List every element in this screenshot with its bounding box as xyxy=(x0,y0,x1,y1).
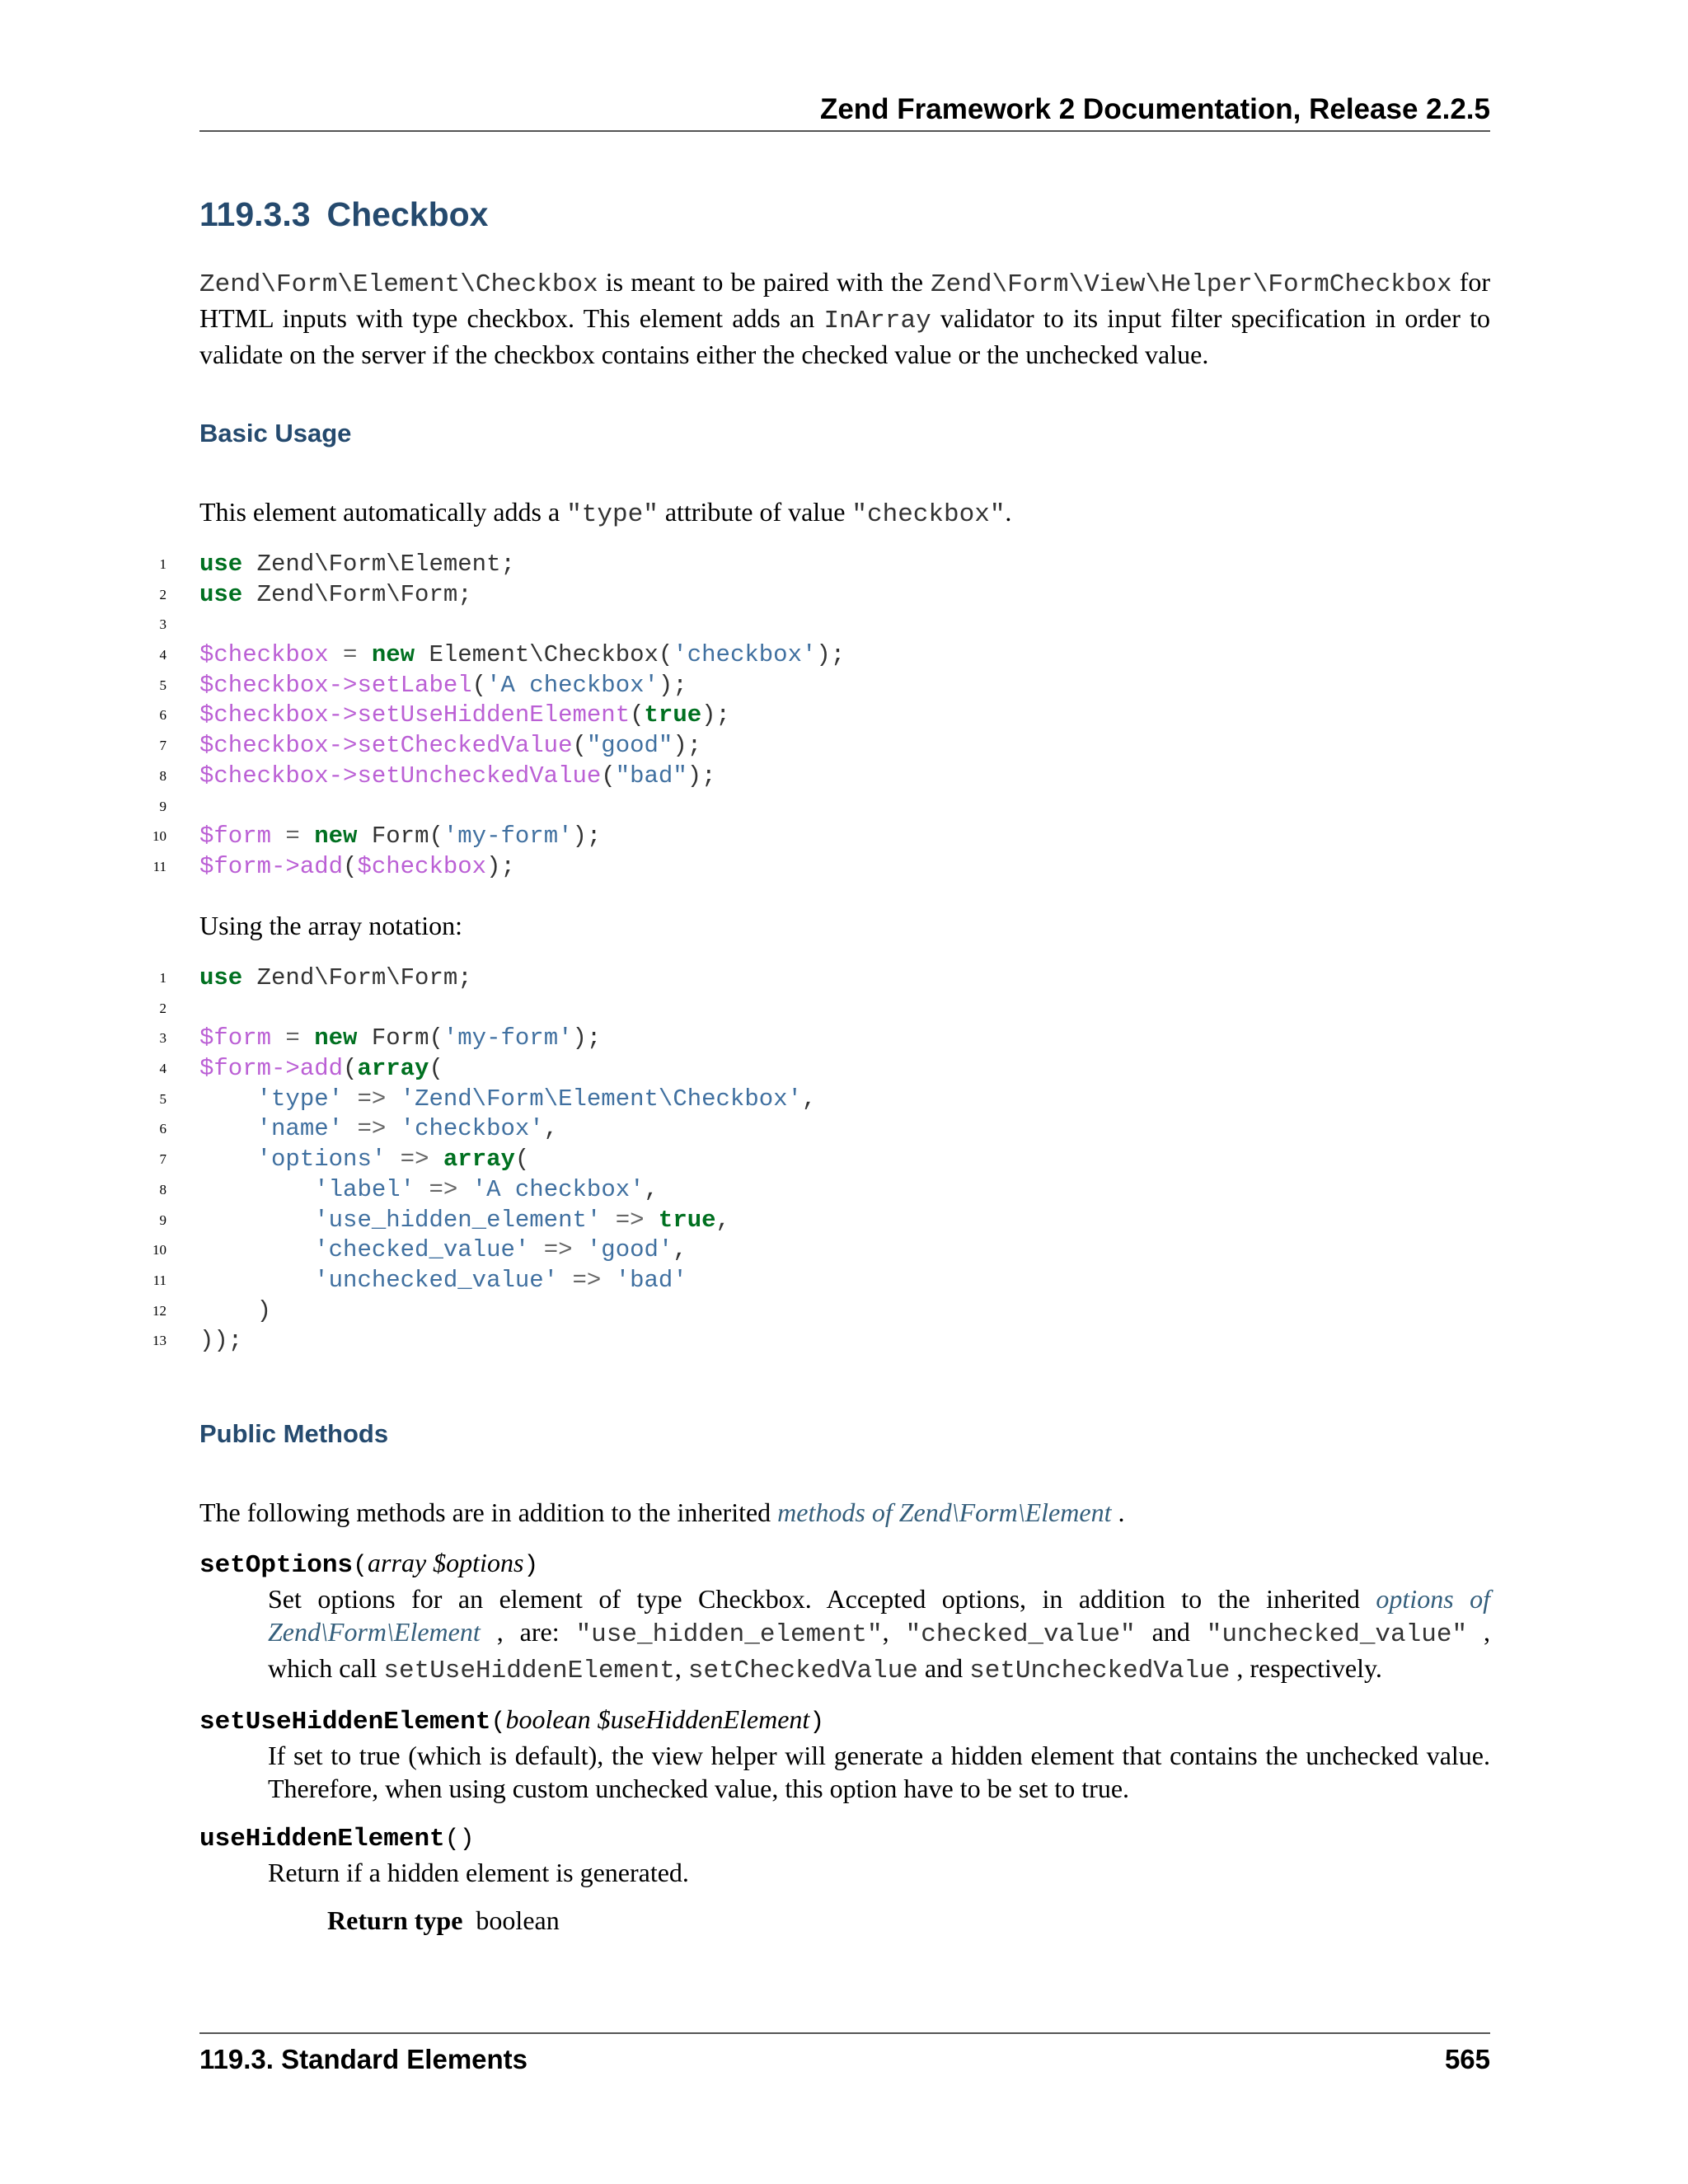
code-text: use Zend\Form\Form; xyxy=(199,964,472,991)
methods-list xyxy=(199,1546,1490,1952)
methods-link[interactable]: methods of Zend\Form\Element xyxy=(777,1497,1112,1527)
line-number: 4 xyxy=(159,1061,166,1077)
intro-paragraph xyxy=(199,265,1490,371)
option-checked-value: "checked_value" xyxy=(905,1620,1136,1649)
line-number: 4 xyxy=(159,647,166,663)
option-use-hidden-element: "use_hidden_element" xyxy=(575,1620,883,1649)
code-line xyxy=(0,640,1688,671)
desc-sep-3: , xyxy=(674,1653,688,1683)
line-number: 3 xyxy=(159,616,166,633)
code-text: use Zend\Form\Form; xyxy=(199,580,472,608)
helper-name: Zend\Form\View\Helper\FormCheckbox xyxy=(931,270,1452,299)
basic-usage-text-2: attribute of value xyxy=(658,497,852,527)
code-line xyxy=(0,1266,1688,1296)
method-signature: useHiddenElement() xyxy=(199,1825,475,1854)
method-setoptions xyxy=(199,1546,1490,1688)
desc-text-2: , are: xyxy=(480,1617,576,1647)
basic-usage-text-1: This element automatically adds a xyxy=(199,497,567,527)
code-line xyxy=(0,1054,1688,1085)
code-line xyxy=(0,792,1688,823)
line-number: 2 xyxy=(159,1000,166,1016)
code-line xyxy=(0,701,1688,731)
method-signature: setOptions(array $options) xyxy=(199,1548,539,1580)
desc-sep-1: , xyxy=(882,1617,906,1647)
desc-sep-4: and xyxy=(917,1653,970,1683)
line-number: 1 xyxy=(159,970,166,986)
code-text: 'type' => 'Zend\Form\Element\Checkbox', xyxy=(256,1085,817,1113)
code-text: $form = new Form('my-form'); xyxy=(199,1024,602,1052)
code-text: $checkbox->setUncheckedValue("bad"); xyxy=(199,762,716,790)
code-text: 'name' => 'checkbox', xyxy=(256,1115,559,1143)
code-line xyxy=(0,1114,1688,1145)
line-number: 11 xyxy=(152,858,166,874)
code-text: $checkbox = new Element\Checkbox('checkbox'); xyxy=(199,641,846,669)
code-line xyxy=(0,822,1688,852)
code-line xyxy=(0,580,1688,611)
page-footer xyxy=(199,2032,1490,2085)
code-block-array xyxy=(0,963,1688,1357)
code-text: $form->add(array( xyxy=(199,1055,443,1083)
public-methods-text: The following methods are in addition to the inherited xyxy=(199,1497,778,1527)
method-name: setUseHiddenElement xyxy=(199,1708,491,1736)
desc-text-1: Set options for an element of type Checkbox. Accepted options, in addition to the inherited xyxy=(268,1584,1376,1614)
running-header: Zend Framework 2 Documentation, Release 2.2.5 xyxy=(199,89,1490,132)
basic-usage-paragraph xyxy=(199,495,1490,532)
code-text: 'unchecked_value' => 'bad' xyxy=(314,1266,687,1294)
call-set-use-hidden-element: setUseHiddenElement xyxy=(383,1657,675,1685)
option-unchecked-value: "unchecked_value" xyxy=(1206,1620,1468,1649)
code-line xyxy=(0,963,1688,994)
line-number: 8 xyxy=(159,1181,166,1197)
code-text: )); xyxy=(199,1327,243,1355)
desc-text-4: , respectively. xyxy=(1230,1653,1382,1683)
method-args: boolean $useHiddenElement xyxy=(505,1704,810,1734)
line-number: 10 xyxy=(152,828,166,845)
call-set-checked-value: setCheckedValue xyxy=(687,1657,918,1685)
line-number: 9 xyxy=(159,798,166,814)
checkbox-value: "checkbox" xyxy=(851,500,1006,529)
method-description: If set to true (which is default), the view helper will generate a hidden element that contains the unchecked value. Therefore, when using custom unchecked value, this option have to be set to true. xyxy=(268,1741,1490,1803)
return-type-value: boolean xyxy=(476,1905,560,1935)
intro-text-3: validator to its input filter specification in order to validate on the server if the checkbox contains either the checked value or the unchecked value. xyxy=(199,303,1491,369)
method-description xyxy=(268,1582,1490,1688)
method-name: setOptions xyxy=(199,1551,354,1580)
code-text: $checkbox->setLabel('A checkbox'); xyxy=(199,671,687,699)
line-number: 13 xyxy=(152,1333,166,1349)
method-setusehiddenelement xyxy=(199,1703,1490,1805)
return-type-label: Return type xyxy=(327,1905,463,1935)
line-number: 2 xyxy=(159,586,166,602)
public-methods-heading: Public Methods xyxy=(199,1419,389,1448)
line-number: 12 xyxy=(152,1302,166,1319)
section-title xyxy=(199,191,488,237)
code-line xyxy=(0,671,1688,701)
line-number: 5 xyxy=(159,1090,166,1107)
code-line xyxy=(0,731,1688,762)
options-link[interactable]: options of Zend\Form\Element xyxy=(268,1584,1491,1647)
method-signature: setUseHiddenElement(boolean $useHiddenElement) xyxy=(199,1704,825,1736)
public-methods-intro xyxy=(199,1496,1490,1529)
code-line xyxy=(0,1326,1688,1357)
call-set-unchecked-value: setUncheckedValue xyxy=(969,1657,1231,1685)
line-number: 7 xyxy=(159,738,166,754)
section-number: 119.3.3 xyxy=(199,195,311,233)
intro-text-1: is meant to be paired with the xyxy=(598,267,931,297)
code-line xyxy=(0,550,1688,580)
line-number: 1 xyxy=(159,556,166,572)
line-number: 8 xyxy=(159,767,166,784)
code-line xyxy=(0,1024,1688,1054)
method-args: array $options xyxy=(368,1548,524,1577)
line-number: 5 xyxy=(159,677,166,693)
code-line xyxy=(0,1145,1688,1175)
code-line xyxy=(0,1206,1688,1236)
code-text: $checkbox->setCheckedValue("good"); xyxy=(199,732,702,760)
code-line xyxy=(0,1175,1688,1206)
intro-text-2: for HTML inputs with type checkbox. This element adds an xyxy=(199,267,1491,333)
array-notation-paragraph: Using the array notation: xyxy=(199,911,463,940)
line-number: 9 xyxy=(159,1212,166,1228)
validator-name: InArray xyxy=(823,307,931,335)
type-attr: "type" xyxy=(566,500,659,529)
desc-sep-2: and xyxy=(1135,1617,1207,1647)
line-number: 3 xyxy=(159,1030,166,1047)
code-line xyxy=(0,852,1688,883)
code-text: $form->add($checkbox); xyxy=(199,852,515,880)
footer-section: 119.3. Standard Elements xyxy=(199,2044,528,2074)
code-text: $checkbox->setUseHiddenElement(true); xyxy=(199,701,730,729)
code-text: 'checked_value' => 'good', xyxy=(314,1236,687,1264)
section-name: Checkbox xyxy=(326,195,489,233)
code-text: 'use_hidden_element' => true, xyxy=(314,1206,730,1234)
code-text: 'options' => array( xyxy=(256,1146,530,1174)
desc-text-3: , which call xyxy=(268,1617,1491,1683)
code-line xyxy=(0,1235,1688,1266)
code-text: ) xyxy=(199,1296,272,1324)
code-line xyxy=(0,762,1688,792)
line-number: 7 xyxy=(159,1151,166,1168)
code-text: use Zend\Form\Element; xyxy=(199,551,515,578)
method-description: Return if a hidden element is generated. xyxy=(268,1858,689,1887)
line-number: 6 xyxy=(159,707,166,724)
line-number: 6 xyxy=(159,1121,166,1137)
code-line xyxy=(0,994,1688,1024)
code-block-basic xyxy=(0,550,1688,883)
code-line xyxy=(0,610,1688,640)
method-name: useHiddenElement xyxy=(199,1825,445,1854)
line-number: 11 xyxy=(152,1272,166,1288)
code-text: 'label' => 'A checkbox', xyxy=(314,1175,659,1203)
code-text: $form = new Form('my-form'); xyxy=(199,823,602,851)
public-methods-end: . xyxy=(1111,1497,1125,1527)
page-number: 565 xyxy=(1444,2044,1490,2074)
code-line xyxy=(0,1296,1688,1327)
return-type xyxy=(327,1904,1490,1937)
basic-usage-heading: Basic Usage xyxy=(199,419,352,448)
basic-usage-text-3: . xyxy=(1005,497,1012,527)
class-name: Zend\Form\Element\Checkbox xyxy=(199,270,598,299)
line-number: 10 xyxy=(152,1242,166,1258)
code-line xyxy=(0,1085,1688,1115)
method-usehiddenelement xyxy=(199,1820,1490,1937)
